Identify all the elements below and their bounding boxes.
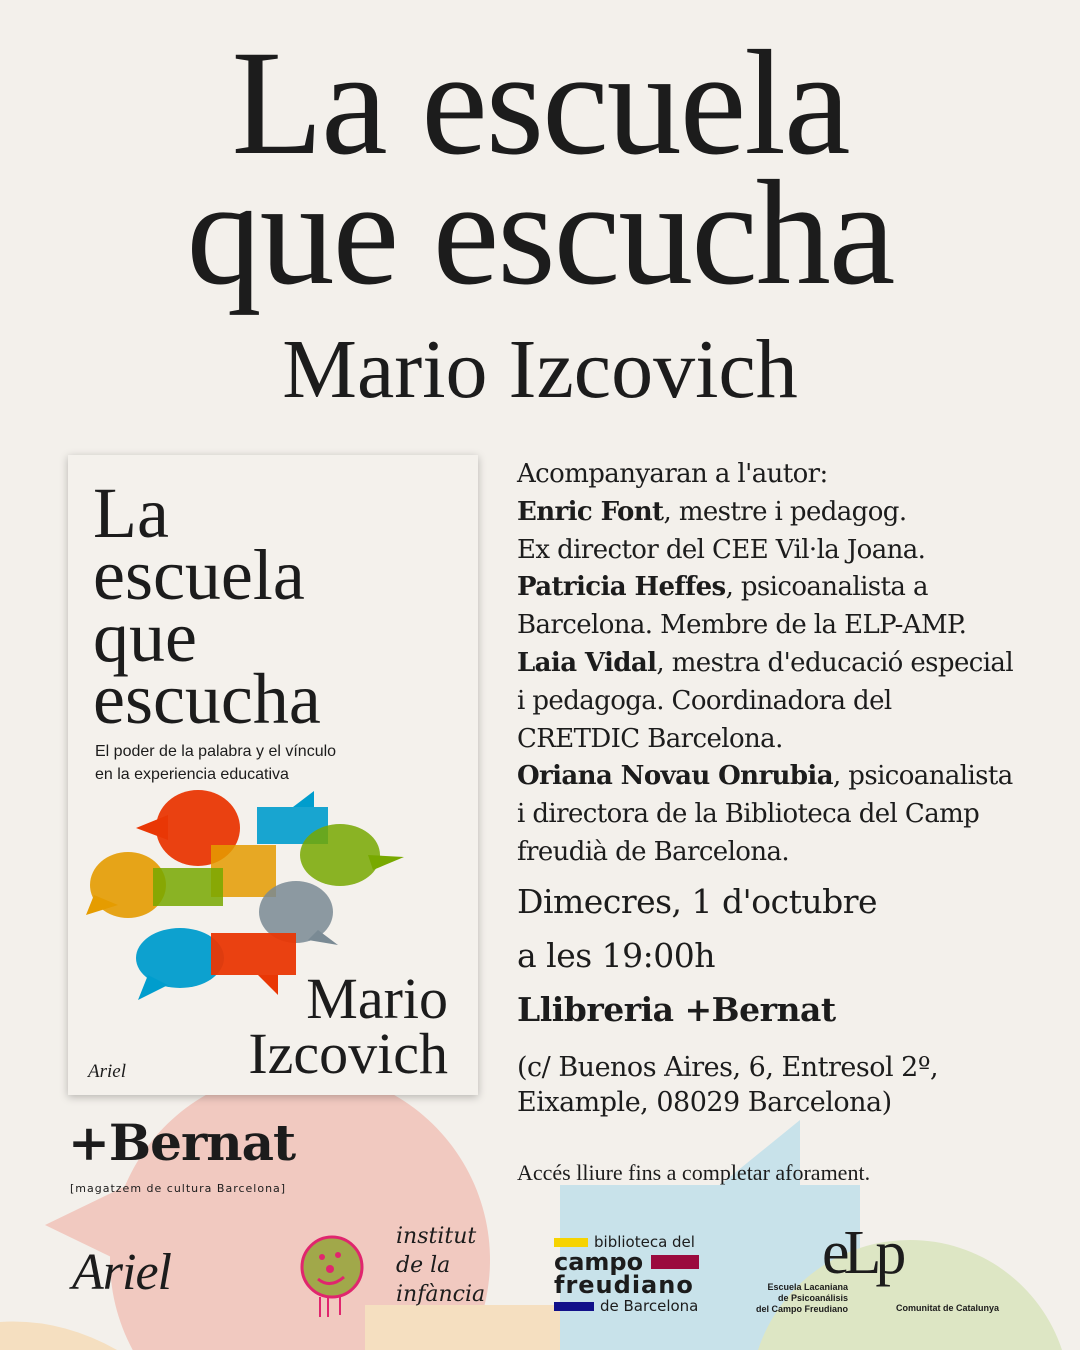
elp-logo-mark: eLp [822, 1219, 901, 1287]
guest-4: Oriana Novau Onrubia, psicoanalista [517, 761, 1013, 792]
book-cover [68, 455, 478, 1095]
elp-logo-text: Escuela Lacaniana de Psicoanálisis del Campo Freudiano [755, 1282, 848, 1314]
bernat-logo: +Bernat [68, 1113, 296, 1172]
cover-title-2: escuela [93, 535, 305, 615]
cover-publisher: Ariel [88, 1061, 126, 1082]
guest-3-desc2: CRETDIC Barcelona. [517, 723, 783, 754]
ariel-logo: Ariel [72, 1244, 171, 1301]
cover-subtitle: El poder de la palabra y el vínculo en la experiencia educativa [95, 743, 337, 783]
event-time: a les 19:00h [517, 936, 716, 975]
cover-author-2: Izcovich [248, 1021, 448, 1086]
institut-infancia-logo: institut de la infància [396, 1224, 486, 1307]
institut-infancia-face-icon [290, 1225, 380, 1320]
campo-freudiano-logo: biblioteca del campo freudiano de Barcelona [554, 1233, 699, 1315]
guest-1-desc: Ex director del CEE Vil·la Joana. [517, 534, 926, 565]
cover-title-3: que [93, 597, 197, 677]
poster-title-line1: La escuela [231, 20, 849, 186]
guest-4-desc2: freudià de Barcelona. [517, 836, 790, 867]
elp-region: Comunitat de Catalunya [896, 1303, 1000, 1313]
bernat-tagline: [magatzem de cultura Barcelona] [70, 1182, 287, 1195]
guest-1: Enric Font, mestre i pedagog. [517, 496, 907, 527]
guest-2: Patricia Heffes, psicoanalista a [517, 572, 928, 603]
guest-3-desc: i pedagoga. Coordinadora del [517, 685, 892, 716]
guest-3: Laia Vidal, mestra d'educació especial [517, 647, 1014, 678]
event-address: (c/ Buenos Aires, 6, Entresol 2º, Eixample, 08029 Barcelona) [517, 1052, 939, 1118]
poster-title-line2: que escucha [186, 150, 894, 316]
event-date: Dimecres, 1 d'octubre [517, 882, 878, 921]
guest-4-desc: i directora de la Biblioteca del Camp [517, 799, 980, 830]
cover-author-1: Mario [306, 966, 448, 1031]
event-venue: Llibreria +Bernat [517, 990, 836, 1029]
guest-2-desc: Barcelona. Membre de la ELP-AMP. [517, 610, 967, 641]
access-note: Accés lliure fins a completar aforament. [517, 1160, 871, 1185]
guests-info [517, 456, 1057, 872]
cover-title-1: La [93, 473, 169, 553]
guests-intro: Acompanyaran a l'autor: [517, 459, 828, 489]
cover-title-4: escucha [93, 659, 321, 739]
poster-author: Mario Izcovich [282, 323, 798, 416]
